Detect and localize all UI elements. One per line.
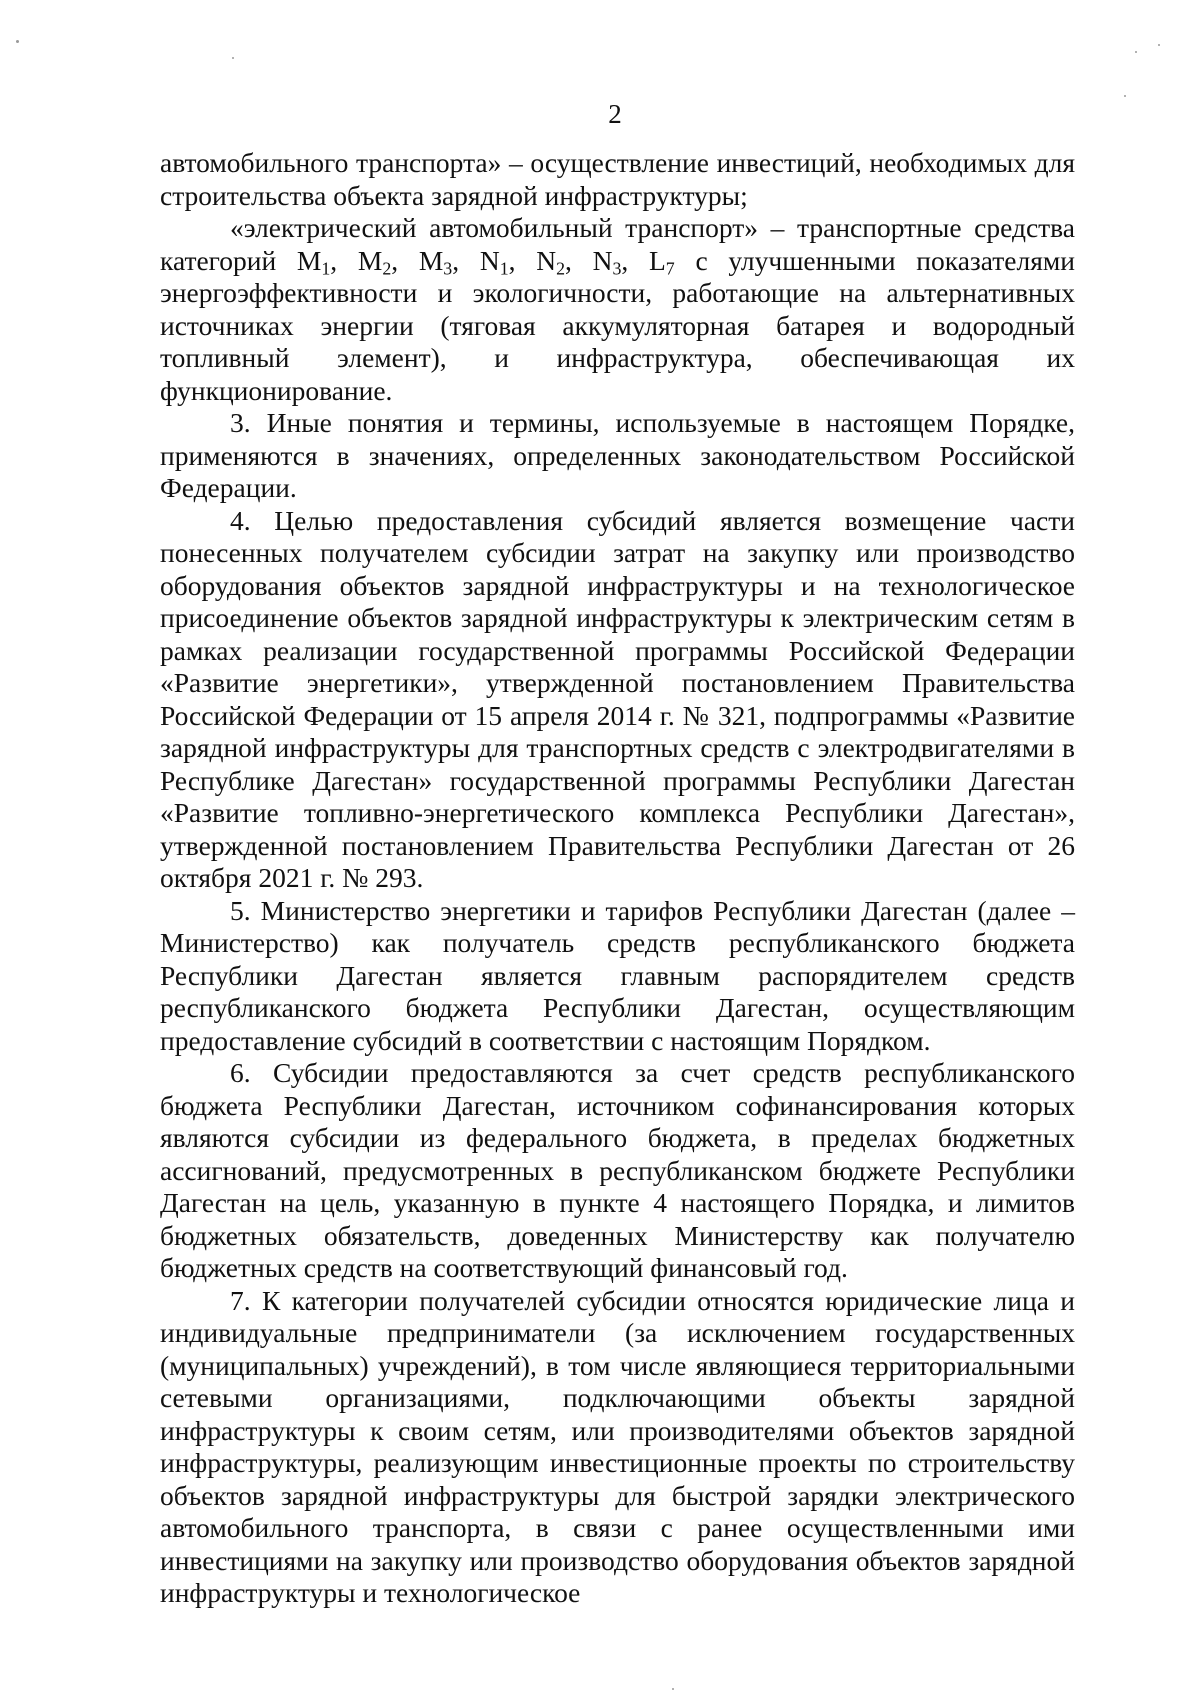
subscript-index: 2 [382, 257, 392, 278]
subscript-index: 7 [665, 257, 675, 278]
scan-speck [672, 1688, 674, 1690]
subscript-index: 3 [612, 257, 622, 278]
paragraph-text: , M [391, 244, 444, 276]
subscript-index: 1 [321, 257, 331, 278]
paragraph-text: автомобильного транспорта» – осуществление инвестиций, необходимых для строительства объекта зарядной инфраструктуры; [160, 147, 1075, 211]
paragraph-definition-electric-transport [160, 212, 1075, 407]
paragraph-text: 6. Субсидии предоставляются за счет средств республиканского бюджета Республики Дагестан, источником софинансирования которых являются субсидии из федерального бюджета, в пределах бюджетных ассигнований, предусмотренных в республиканском бюджете Республики Дагестан на цель, указанную в пункте 4 настоящего Порядка, и лимитов бюджетных обязательств, доведенных Министерству как получателю бюджетных средств на соответствующий финансовый год. [160, 1057, 1075, 1283]
subscript-index: 1 [499, 257, 509, 278]
paragraph-item-5 [160, 895, 1075, 1058]
paragraph-text: , N [508, 244, 557, 276]
scan-speck [1124, 95, 1126, 97]
paragraph-text: , L [621, 244, 666, 276]
paragraph-item-4 [160, 505, 1075, 895]
paragraph-continuation [160, 147, 1075, 212]
subscript-index: 2 [556, 257, 566, 278]
paragraph-text: , N [565, 244, 613, 276]
page-number: 2 [608, 99, 622, 129]
paragraph-text: «электрический автомобильный транспорт» – транспортные средства категорий M [160, 212, 1075, 276]
paragraph-item-6 [160, 1057, 1075, 1285]
scan-speck [16, 40, 19, 43]
document-body [160, 147, 1075, 1610]
paragraph-text: с улучшенными показателями энергоэффективности и экологичности, работающие на альтернативных источниках энергии (тяговая аккумуляторная батарея и водородный топливный элемент), и инфраструктура, обеспечивающая их функционирование. [160, 244, 1075, 406]
paragraph-text: , M [330, 244, 383, 276]
paragraph-item-3 [160, 407, 1075, 505]
paragraph-text: 7. К категории получателей субсидии относятся юридические лица и индивидуальные предприниматели (за исключением государственных (муниципальных) учреждений), в том числе являющиеся территориальными сетевыми организациями, подключающими объекты зарядной инфраструктуры к своим сетям, или производителями объектов зарядной инфраструктуры, реализующим инвестиционные проекты по строительству объектов зарядной инфраструктуры для быстрой зарядки электрического автомобильного транспорта, в связи с ранее осуществленными ими инвестициями на закупку или производство оборудования объектов зарядной инфраструктуры и технологическое [160, 1284, 1075, 1608]
paragraph-text: 5. Министерство энергетики и тарифов Республики Дагестан (далее – Министерство) как получатель средств республиканского бюджета Республики Дагестан является главным распорядителем средств республиканского бюджета Республики Дагестан, осуществляющим предоставление субсидий в соответствии с настоящим Порядком. [160, 894, 1075, 1056]
paragraph-text: 4. Целью предоставления субсидий является возмещение части понесенных получателем субсидии затрат на закупку или производство оборудования объектов зарядной инфраструктуры и на технологическое присоединение объектов зарядной инфраструктуры к электрическим сетям в рамках реализации государственной программы Российской Федерации «Развитие энергетики», утвержденной постановлением Правительства Российской Федерации от 15 апреля 2014 г. № 321, подпрограммы «Развитие зарядной инфраструктуры для транспортных средств с электродвигателями в Республике Дагестан» государственной программы Республики Дагестан «Развитие топливно-энергетического комплекса Республики Дагестан», утвержденной постановлением Правительства Республики Дагестан от 26 октября 2021 г. № 293. [160, 504, 1075, 893]
paragraph-text: , N [452, 244, 500, 276]
subscript-index: 3 [443, 257, 453, 278]
scan-speck [232, 57, 234, 59]
scan-speck [1158, 44, 1160, 46]
paragraph-item-7 [160, 1285, 1075, 1610]
paragraph-text: 3. Иные понятия и термины, используемые в настоящем Порядке, применяются в значениях, определенных законодательством Российской Федерации. [160, 407, 1075, 503]
scan-speck [1135, 51, 1137, 53]
